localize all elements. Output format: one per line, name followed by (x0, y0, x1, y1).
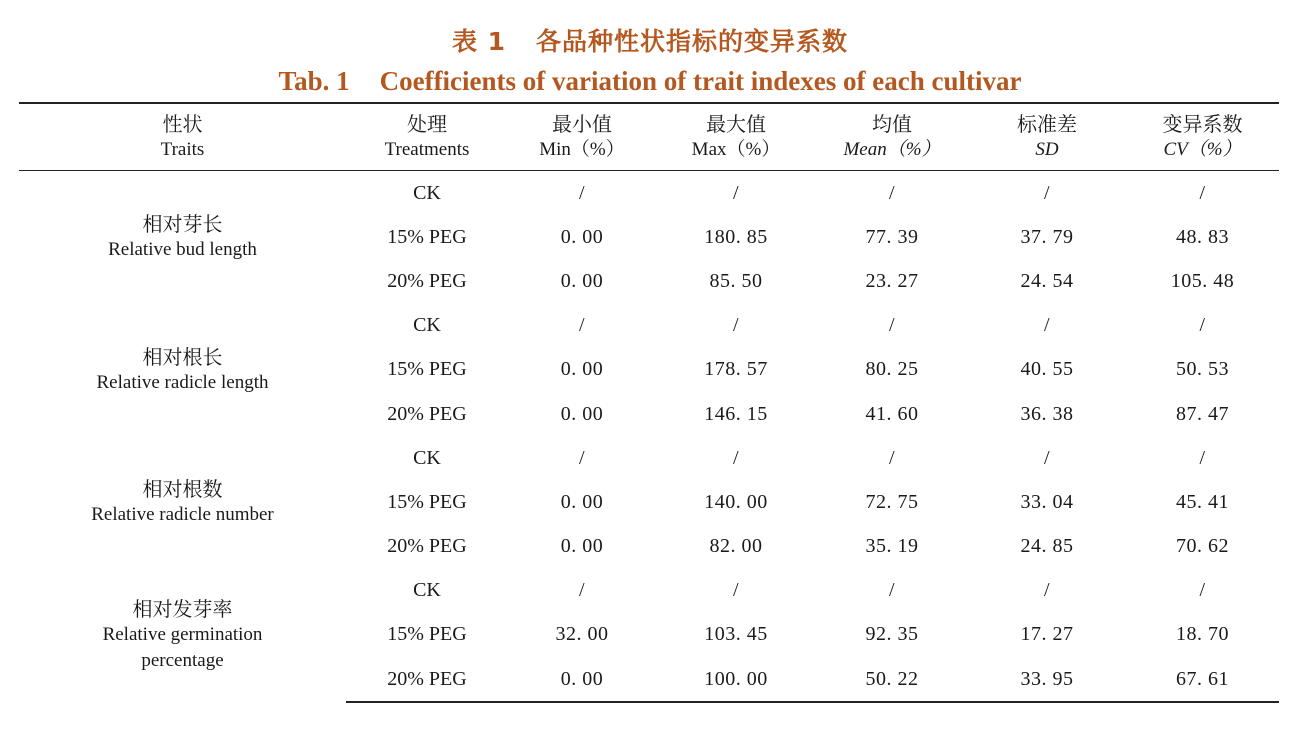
cv-cell: 67. 61 (1126, 657, 1279, 702)
cv-cell: / (1199, 314, 1206, 337)
cv-cell: 105. 48 (1170, 269, 1235, 292)
max-cell: 180. 85 (704, 225, 768, 248)
min-cell: 0. 00 (560, 269, 604, 292)
treatment-cell: 15% PEG (387, 490, 467, 513)
header-max: 最大值 Max（%） (656, 103, 816, 171)
header-cv: 变异系数 CV（%） (1126, 103, 1279, 171)
mean-cell: 72. 75 (865, 490, 919, 513)
min-cell: / (578, 446, 586, 469)
header-traits: 性状 Traits (19, 103, 346, 171)
cv-cell: 50. 53 (1176, 358, 1229, 381)
min-cell: / (578, 579, 586, 602)
table-row (19, 171, 1279, 216)
table-body (19, 171, 1279, 703)
max-cell: / (732, 446, 740, 469)
max-cell: / (732, 181, 740, 204)
cv-cell: / (1199, 579, 1206, 602)
sd-cell: 24. 54 (1020, 269, 1074, 292)
sd-cell: / (1043, 181, 1051, 204)
mean-cell: 80. 25 (865, 358, 919, 381)
cv-cell: / (1199, 446, 1206, 469)
min-cell: / (578, 181, 586, 204)
table-number-cn: 表 1 (451, 27, 507, 56)
header-sd: 标准差 SD (968, 103, 1126, 171)
treatment-cell: 20% PEG (387, 269, 467, 292)
cv-cell: 87. 47 (1176, 402, 1229, 425)
mean-cell: 23. 27 (865, 269, 919, 292)
mean-cell: / (888, 181, 896, 204)
max-cell: / (732, 579, 740, 602)
mean-cell: / (888, 579, 896, 602)
max-cell: 82. 00 (709, 535, 763, 558)
treatment-cell: CK (413, 314, 441, 337)
mean-cell: 92. 35 (865, 623, 919, 646)
header-mean: 均值 Mean（%） (816, 103, 968, 171)
treatment-cell: 15% PEG (387, 225, 467, 248)
min-cell: 0. 00 (508, 657, 656, 702)
treatment-cell: 20% PEG (346, 657, 508, 702)
header-min: 最小值 Min（%） (508, 103, 656, 171)
table-title-english (0, 66, 1300, 97)
header-row (19, 103, 1279, 171)
cv-cell: 70. 62 (1176, 535, 1229, 558)
max-cell: 100. 00 (656, 657, 816, 702)
table-title-chinese (0, 22, 1300, 58)
table-row (19, 569, 1279, 613)
sd-cell: 33. 04 (1020, 490, 1074, 513)
cv-cell: / (1199, 181, 1206, 204)
treatment-cell: 15% PEG (387, 358, 467, 381)
max-cell: / (732, 314, 740, 337)
table-row (19, 304, 1279, 348)
mean-cell: / (888, 446, 896, 469)
treatment-cell: 20% PEG (387, 535, 467, 558)
table-number-en: Tab. 1 (278, 66, 350, 96)
table-caption-en: Coefficients of variation of trait indexes of each cultivar (379, 66, 1022, 96)
sd-cell: 33. 95 (968, 657, 1126, 702)
min-cell: 0. 00 (560, 535, 604, 558)
treatment-cell: 20% PEG (387, 402, 467, 425)
min-cell: 0. 00 (560, 402, 604, 425)
treatment-cell: CK (413, 181, 441, 204)
mean-cell: / (888, 314, 896, 337)
sd-cell: 40. 55 (1020, 358, 1074, 381)
treatment-cell: CK (413, 579, 441, 602)
min-cell: 0. 00 (560, 358, 604, 381)
trait-cell: 相对芽长 Relative bud length (108, 212, 257, 261)
treatment-cell: 15% PEG (387, 623, 467, 646)
mean-cell: 77. 39 (865, 225, 919, 248)
cv-cell: 45. 41 (1176, 490, 1229, 513)
cv-table (19, 102, 1279, 703)
sd-cell: / (1043, 314, 1051, 337)
table-row (19, 436, 1279, 480)
sd-cell: 24. 85 (1020, 535, 1074, 558)
min-cell: / (578, 314, 586, 337)
max-cell: 146. 15 (704, 402, 768, 425)
trait-cell: 相对根长 Relative radicle length (96, 344, 269, 393)
max-cell: 140. 00 (704, 490, 768, 513)
sd-cell: 17. 27 (1020, 623, 1074, 646)
table-caption-cn: 各品种性状指标的变异系数 (536, 27, 849, 56)
mean-cell: 35. 19 (865, 535, 919, 558)
sd-cell: / (1043, 579, 1051, 602)
sd-cell: / (1043, 446, 1051, 469)
min-cell: 0. 00 (560, 225, 604, 248)
max-cell: 85. 50 (709, 269, 763, 292)
cv-cell: 48. 83 (1176, 225, 1229, 248)
sd-cell: 37. 79 (1020, 225, 1074, 248)
header-treatments: 处理 Treatments (346, 103, 508, 171)
mean-cell: 41. 60 (865, 402, 919, 425)
sd-cell: 36. 38 (1020, 402, 1074, 425)
table-header (19, 103, 1279, 171)
trait-cell: 相对根数 Relative radicle number (91, 477, 274, 526)
cv-cell: 18. 70 (1176, 623, 1229, 646)
treatment-cell: CK (413, 446, 441, 469)
max-cell: 178. 57 (704, 358, 768, 381)
min-cell: 32. 00 (555, 623, 609, 646)
min-cell: 0. 00 (560, 490, 604, 513)
max-cell: 103. 45 (704, 623, 768, 646)
mean-cell: 50. 22 (816, 657, 968, 702)
trait-cell: 相对发芽率 Relative germination percentage (102, 597, 263, 672)
